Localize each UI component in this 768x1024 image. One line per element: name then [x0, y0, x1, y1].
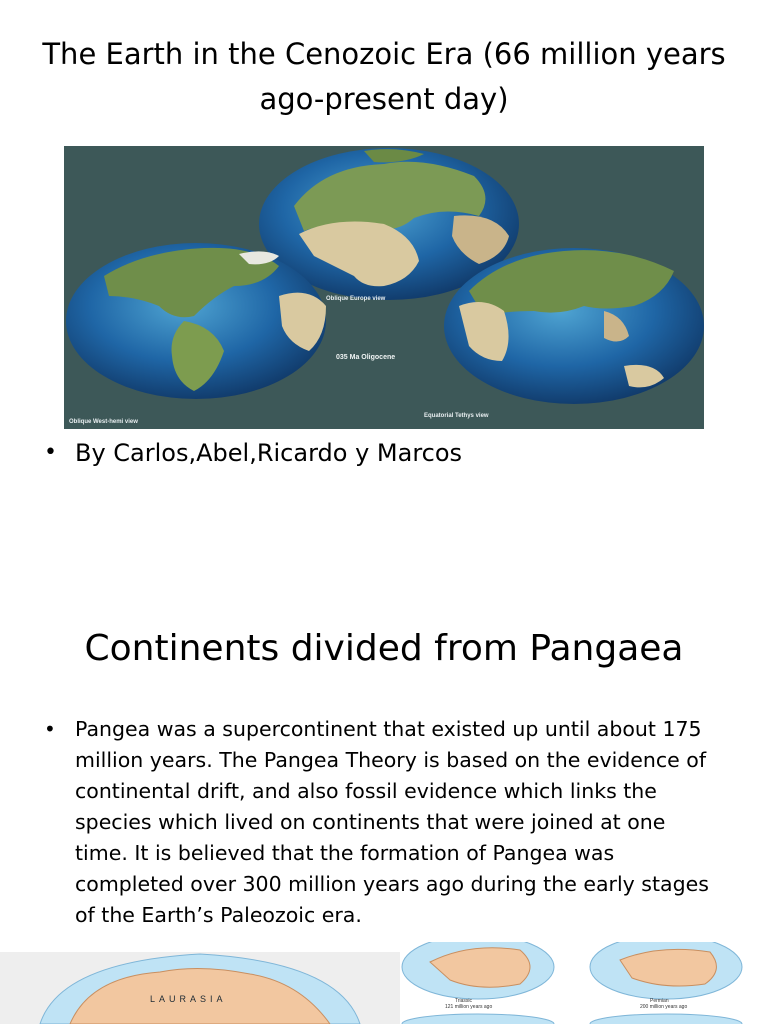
cenozoic-earth-globes-image — [64, 146, 704, 429]
pangaea-maps-illustration — [0, 942, 768, 1024]
pangaea-bullet — [44, 714, 724, 931]
globes-illustration — [64, 146, 704, 429]
slide-pangaea — [0, 600, 768, 1024]
caption-tethys: Equatorial Tethys view — [424, 413, 489, 419]
bullet-icon: • — [44, 717, 56, 741]
caption-europe: Oblique Europe view — [326, 296, 386, 302]
permian-caption: Permian 200 million years ago — [640, 998, 688, 1010]
authors-text: By Carlos,Abel,Ricardo y Marcos — [75, 439, 463, 467]
authors-bullet — [44, 436, 462, 470]
caption-west: Oblique West-hemi view — [69, 419, 138, 425]
globe-west-hemisphere — [66, 243, 326, 399]
bullet-icon: • — [44, 440, 57, 465]
slide-title: Continents divided from Pangaea — [84, 628, 684, 669]
caption-age: 035 Ma Oligocene — [336, 354, 396, 361]
pangaea-paragraph: Pangea was a supercontinent that existed up until about 175 million years. The Pangea Theory is based on the evidence of continental drift, and also fossil evidence which links the species which lived on continents that were joined at one time. It is believed that the formation of Pangea was completed over 300 million years ago during the early stages of the Earth’s Paleozoic era. — [75, 717, 709, 927]
laurasia-map — [0, 952, 400, 1024]
triassic-caption: Triassic 121 million years ago — [445, 998, 493, 1010]
globe-equatorial-tethys — [444, 248, 704, 404]
laurasia-label: LAURASIA — [150, 994, 227, 1004]
pangaea-maps — [0, 942, 768, 1024]
slide-title: The Earth in the Cenozoic Era (66 million years ago-present day) — [42, 37, 726, 116]
